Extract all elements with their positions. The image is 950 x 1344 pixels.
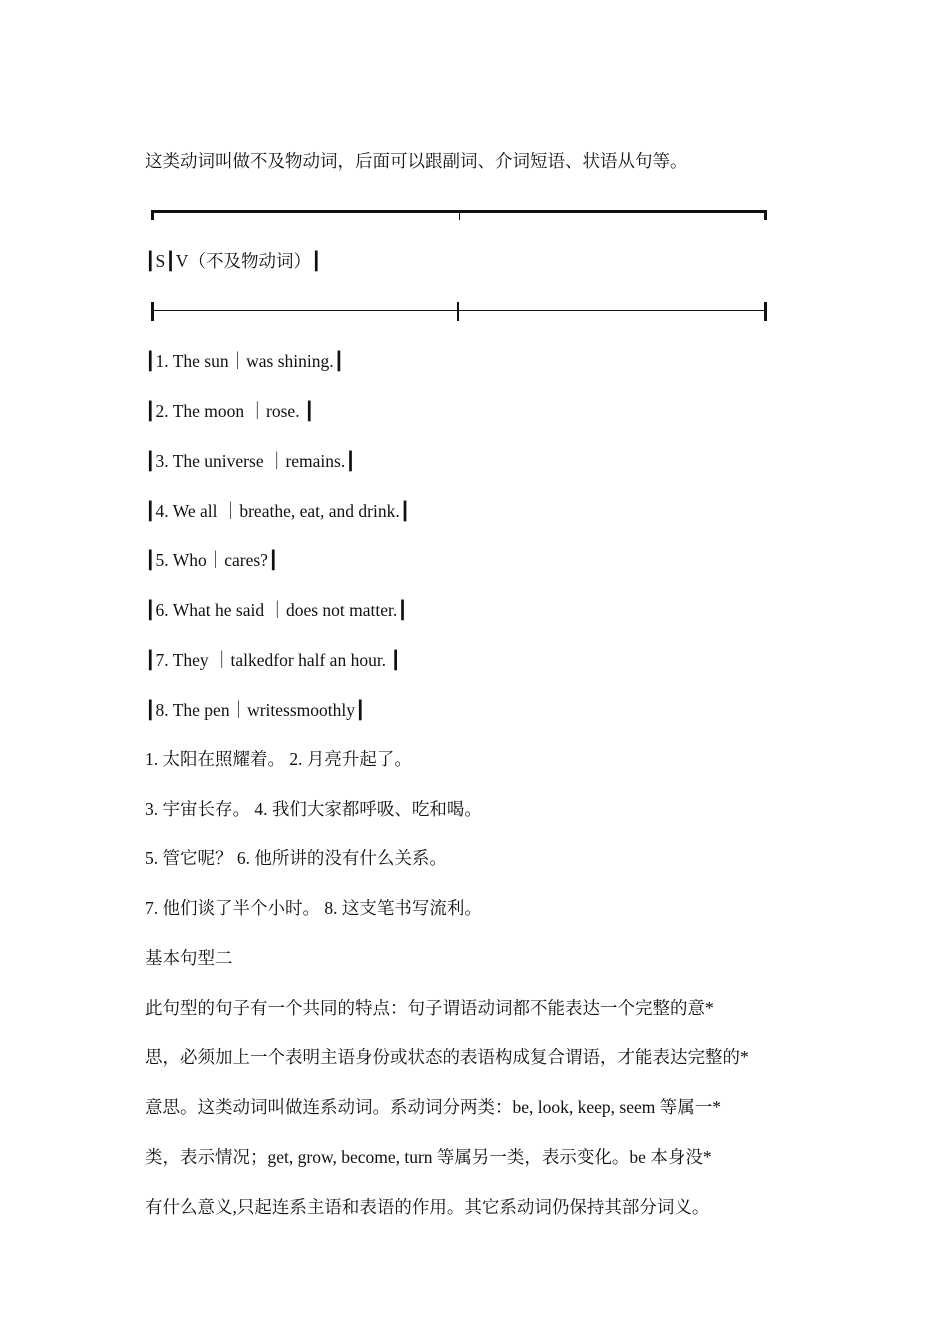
translation-line: 7. 他们谈了半个小时。 8. 这支笔书写流利。 <box>145 898 482 918</box>
table-divider <box>151 310 767 311</box>
table-row: ┃6. What he said ｜does not matter.┃ <box>145 600 408 620</box>
section-title: 基本句型二 <box>145 948 233 968</box>
table-row: ┃7. They ｜talkedfor half an hour. ┃ <box>145 650 401 670</box>
table-row: ┃2. The moon ｜rose. ┃ <box>145 401 315 421</box>
translation-line: 3. 宇宙长存。 4. 我们大家都呼吸、吃和喝。 <box>145 799 482 819</box>
table-row: ┃4. We all ｜breathe, eat, and drink.┃ <box>145 501 411 521</box>
table-row: ┃1. The sun｜was shining.┃ <box>145 351 345 371</box>
paragraph-line: 有什么意义,只起连系主语和表语的作用。其它系动词仍保持其部分词义。 <box>145 1197 710 1217</box>
paragraph-line: 思，必须加上一个表明主语身份或状态的表语构成复合谓语，才能表达完整的* <box>145 1047 749 1067</box>
table-row: ┃8. The pen｜writessmoothly┃ <box>145 700 366 720</box>
table-header: ┃S┃V（不及物动词）┃ <box>145 251 322 271</box>
table-row: ┃3. The universe ｜remains.┃ <box>145 451 356 471</box>
paragraph-line: 此句型的句子有一个共同的特点：句子谓语动词都不能表达一个完整的意* <box>145 998 714 1018</box>
translation-line: 5. 管它呢？ 6. 他所讲的没有什么关系。 <box>145 848 447 868</box>
paragraph-line: 意思。这类动词叫做连系动词。系动词分两类：be, look, keep, seem 等属一* <box>145 1097 721 1117</box>
paragraph-line: 类，表示情况；get, grow, become, turn 等属另一类，表示变化。be 本身没* <box>145 1147 712 1167</box>
table-top-border <box>151 210 767 213</box>
table-row: ┃5. Who｜cares?┃ <box>145 550 279 570</box>
intro-text: 这类动词叫做不及物动词，后面可以跟副词、介词短语、状语从句等。 <box>145 151 688 171</box>
translation-line: 1. 太阳在照耀着。 2. 月亮升起了。 <box>145 749 412 769</box>
